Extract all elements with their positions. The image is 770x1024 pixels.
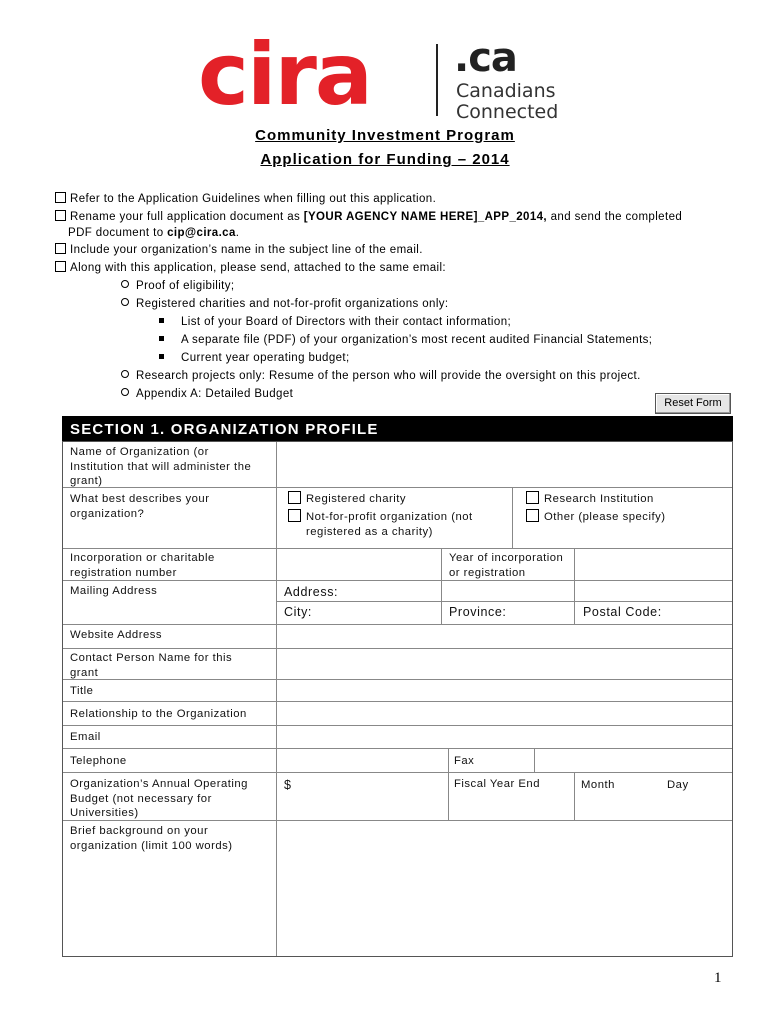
square-bullet-icon xyxy=(159,336,164,341)
registration-number-input[interactable] xyxy=(277,549,441,580)
month-label: Month xyxy=(581,779,615,791)
instruction-3: Include your organization’s name in the subject line of the email. xyxy=(55,242,423,259)
circle-bullet-icon xyxy=(121,388,129,396)
sub-item-2: Registered charities and not-for-profit organizations only: xyxy=(121,296,449,313)
logo-divider xyxy=(436,44,438,116)
email-input[interactable] xyxy=(277,726,732,748)
program-title: Community Investment Program xyxy=(255,127,515,144)
research-institution-label: Research Institution xyxy=(544,493,654,505)
checkbox-bullet-icon xyxy=(55,261,66,272)
sub-sub-item-2: A separate file (PDF) of your organization’s most recent audited Financial Statements; xyxy=(159,332,652,349)
title-label: Title xyxy=(70,685,94,697)
checkbox-bullet-icon xyxy=(55,243,66,254)
telephone-input[interactable] xyxy=(277,749,448,772)
logo-tagline-2: Connected xyxy=(456,101,559,123)
postal-code-label: Postal Code: xyxy=(583,605,662,619)
not-for-profit-checkbox[interactable] xyxy=(288,509,301,522)
org-type-label: What best describes your organization? xyxy=(70,493,210,520)
circle-bullet-icon xyxy=(121,298,129,306)
circle-bullet-icon xyxy=(121,280,129,288)
page-number: 1 xyxy=(714,970,722,986)
background-textarea[interactable] xyxy=(277,821,732,956)
reset-form-button[interactable]: Reset Form xyxy=(655,393,731,414)
year-incorporation-label: Year of incorporation or registration xyxy=(449,552,564,579)
sub-item-3: Research projects only: Resume of the person who will provide the oversight on this project. xyxy=(121,368,641,385)
province-label: Province: xyxy=(449,605,507,619)
contact-person-label: Contact Person Name for this grant xyxy=(70,652,233,679)
background-label: Brief background on your organization (limit 100 words) xyxy=(70,825,233,852)
org-name-label: Name of Organization (or Institution that will administer the grant) xyxy=(70,446,252,487)
org-name-input[interactable] xyxy=(277,442,732,487)
cira-logo xyxy=(198,25,578,125)
logo-tagline-1: Canadians xyxy=(456,80,556,102)
organization-profile-form xyxy=(62,441,733,957)
instruction-2: Rename your full application document as [YOUR AGENCY NAME HERE]_APP_2014, and send the completed xyxy=(55,209,682,226)
instruction-1: Refer to the Application Guidelines when filling out this application. xyxy=(55,191,436,208)
relationship-input[interactable] xyxy=(277,702,732,725)
square-bullet-icon xyxy=(159,318,164,323)
application-title: Application for Funding – 2014 xyxy=(260,151,510,168)
not-for-profit-label: Not-for-profit organization (not registered as a charity) xyxy=(306,511,473,538)
sub-item-1: Proof of eligibility; xyxy=(121,278,235,295)
budget-label: Organization’s Annual Operating Budget (not necessary for Universities) xyxy=(70,778,248,819)
year-incorporation-input[interactable] xyxy=(575,549,732,580)
square-bullet-icon xyxy=(159,354,164,359)
section-header: SECTION 1. ORGANIZATION PROFILE xyxy=(62,416,733,441)
email-label: Email xyxy=(70,731,101,743)
sub-item-4: Appendix A: Detailed Budget xyxy=(121,386,293,403)
instruction-4: Along with this application, please send, attached to the same email: xyxy=(55,260,446,277)
dollar-sign: $ xyxy=(284,778,292,792)
incorporation-label: Incorporation or charitable registration number xyxy=(70,552,215,579)
contact-person-input[interactable] xyxy=(277,649,732,679)
mailing-address-label: Mailing Address xyxy=(70,585,158,597)
address-label: Address: xyxy=(284,585,339,599)
telephone-label: Telephone xyxy=(70,755,127,767)
website-label: Website Address xyxy=(70,629,163,641)
sub-sub-item-3: Current year operating budget; xyxy=(159,350,350,367)
registered-charity-checkbox[interactable] xyxy=(288,491,301,504)
research-institution-checkbox[interactable] xyxy=(526,491,539,504)
checkbox-bullet-icon xyxy=(55,210,66,221)
checkbox-bullet-icon xyxy=(55,192,66,203)
city-label: City: xyxy=(284,605,312,619)
budget-input[interactable] xyxy=(295,773,448,820)
title-input[interactable] xyxy=(277,680,732,701)
instruction-2-cont: PDF document to cip@cira.ca. xyxy=(68,227,240,239)
circle-bullet-icon xyxy=(121,370,129,378)
address-input[interactable] xyxy=(353,581,732,601)
website-input[interactable] xyxy=(277,625,732,648)
day-label: Day xyxy=(667,779,689,791)
logo-domain: .ca xyxy=(454,35,517,81)
fax-label: Fax xyxy=(454,755,475,767)
other-checkbox[interactable] xyxy=(526,509,539,522)
fax-input[interactable] xyxy=(535,749,732,772)
logo-wordmark: cira xyxy=(198,25,371,125)
other-label: Other (please specify) xyxy=(544,511,666,523)
sub-sub-item-1: List of your Board of Directors with their contact information; xyxy=(159,314,511,331)
registered-charity-label: Registered charity xyxy=(306,493,407,505)
email-link[interactable]: cip@cira.ca xyxy=(167,227,236,239)
relationship-label: Relationship to the Organization xyxy=(70,708,247,720)
fiscal-year-end-label: Fiscal Year End xyxy=(454,778,540,790)
